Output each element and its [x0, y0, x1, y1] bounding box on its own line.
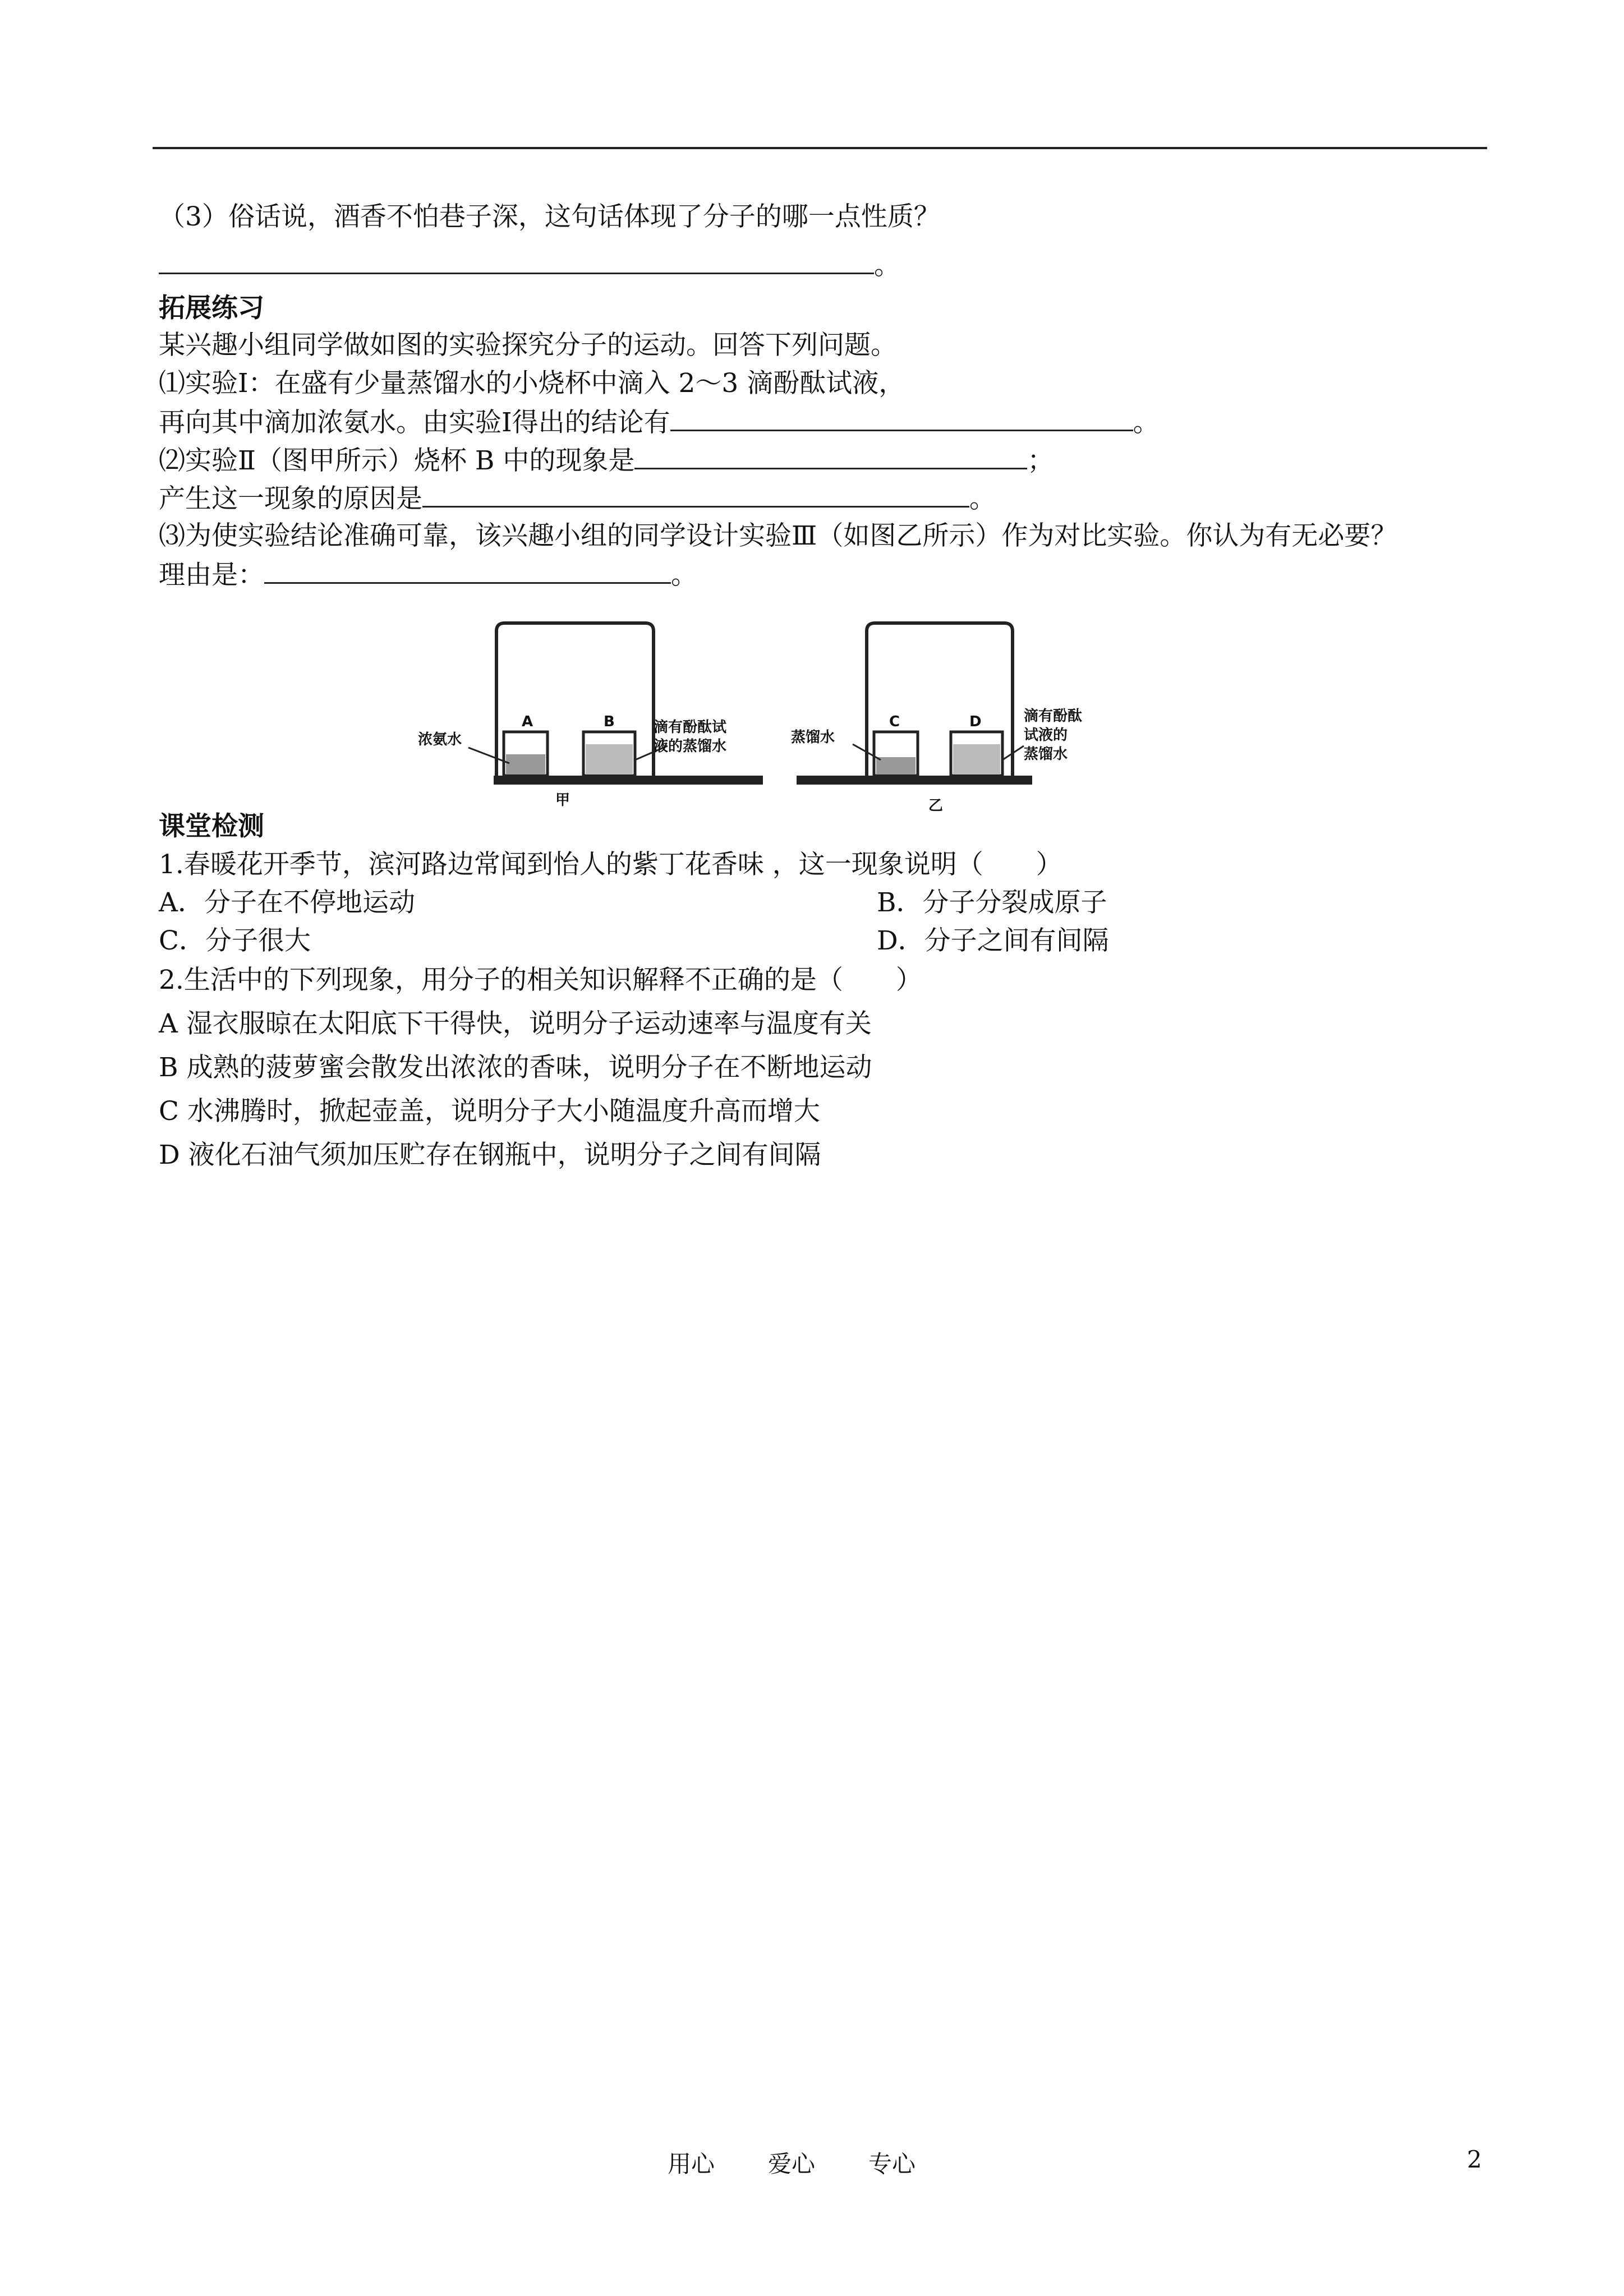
beaker-a-letter: A [522, 713, 533, 730]
beaker-c-letter: C [889, 713, 900, 730]
check-q2-option-c[interactable]: C 水沸腾时，掀起壶盖，说明分子大小随温度升高而增大 [159, 1096, 820, 1127]
beaker-c-liquid [876, 757, 915, 774]
ext-q3-prompt: 理由是： [159, 560, 264, 591]
page-number: 2 [1467, 2146, 1482, 2173]
beaker-b-letter: B [604, 713, 615, 730]
q3-question-text: （3）俗话说，酒香不怕巷子深，这句话体现了分子的哪一点性质？ [159, 201, 940, 232]
ext-q2-phenomenon-blank[interactable] [634, 443, 1027, 469]
q3-question [159, 200, 940, 234]
check-q2: 2.生活中的下列现象，用分子的相关知识解释不正确的是（ ） [159, 965, 922, 995]
figure-left-apparatus [418, 623, 763, 809]
check-q1-option-c[interactable]: C．分子很大 [159, 925, 311, 956]
experiment-figure [415, 620, 1144, 833]
check-q1-option-d[interactable]: D．分子之间有间隔 [877, 925, 1109, 956]
ext-q2-semicolon: ； [1027, 445, 1054, 476]
ext-intro: 某兴趣小组同学做如图的实验探究分子的运动。回答下列问题。 [159, 330, 897, 361]
check-q1-options-row1 [159, 886, 1107, 920]
check-q1-option-a[interactable]: A．分子在不停地运动 [159, 887, 415, 918]
ext-q2-reason-blank[interactable] [422, 481, 969, 508]
label-phenolphthalein-left-1: 滴有酚酞试 [654, 719, 727, 736]
check-q1-option-b[interactable]: B．分子分裂成原子 [877, 887, 1107, 918]
q3-answer-blank[interactable] [159, 248, 874, 274]
footer-motto-1: 用心 [668, 2150, 715, 2178]
label-concentrated-ammonia: 浓氨水 [418, 731, 462, 748]
ext-q3-line2 [159, 557, 697, 592]
figure-right-apparatus [791, 623, 1082, 814]
ext-q2-line1 [159, 443, 1053, 478]
ext-q1-line1: ⑴实验Ⅰ：在盛有少量蒸馏水的小烧杯中滴入 2～3 滴酚酞试液， [159, 368, 905, 399]
ext-q2-line2 [159, 481, 996, 516]
ext-q2-period: 。 [969, 483, 996, 514]
label-phenolphthalein-right-3: 蒸馏水 [1024, 746, 1068, 763]
header-rule [153, 147, 1487, 149]
ext-q3-period: 。 [671, 560, 697, 591]
beaker-d-liquid [953, 744, 1000, 774]
ext-q1-period: 。 [1133, 407, 1160, 438]
ext-q1-answer-blank[interactable] [670, 405, 1133, 431]
check-q1: 1.春暖花开季节，滨河路边常闻到怡人的紫丁花香味 ，这一现象说明（ ） [159, 849, 1062, 880]
label-distilled-water: 蒸馏水 [791, 729, 835, 746]
ext-q3-line1: ⑶为使实验结论准确可靠，该兴趣小组的同学设计实验Ⅲ（如图乙所示）作为对比实验。你认为有无必要？ [159, 520, 1397, 551]
caption-yi: 乙 [928, 797, 944, 814]
label-phenolphthalein-right-2: 试液的 [1024, 727, 1068, 744]
footer-motto [668, 2146, 969, 2179]
check-q2-option-b[interactable]: B 成熟的菠萝蜜会散发出浓浓的香味，说明分子在不断地运动 [159, 1052, 872, 1083]
label-phenolphthalein-left-2: 液的蒸馏水 [654, 738, 727, 755]
label-phenolphthalein-right-1: 滴有酚酞 [1024, 708, 1083, 725]
check-q2-option-a[interactable]: A 湿衣服晾在太阳底下干得快，说明分子运动速率与温度有关 [159, 1008, 872, 1039]
check-q1-options-row2 [159, 924, 1109, 958]
ext-q3-answer-blank[interactable] [264, 557, 671, 584]
beaker-d-letter: D [969, 713, 982, 730]
ext-q1-line2 [159, 405, 1160, 440]
beaker-b-liquid [586, 744, 633, 774]
q3-answer-line [159, 248, 900, 283]
caption-jia: 甲 [555, 792, 571, 809]
check-q2-option-d[interactable]: D 液化石油气须加压贮存在钢瓶中，说明分子之间有间隔 [159, 1140, 821, 1170]
beaker-a-liquid [506, 754, 545, 774]
ext-q2-prompt: ⑵实验Ⅱ（图甲所示）烧杯 B 中的现象是 [159, 445, 635, 476]
footer-motto-3: 专心 [868, 2150, 916, 2178]
footer-motto-2: 爱心 [768, 2150, 816, 2178]
section-check-title: 课堂检测 [159, 811, 264, 842]
ext-q2-reason-prompt: 产生这一现象的原因是 [159, 483, 422, 514]
q3-period: 。 [874, 250, 900, 281]
ext-q1-prompt: 再向其中滴加浓氨水。由实验Ⅰ得出的结论有 [159, 407, 670, 438]
section-extension-title: 拓展练习 [159, 293, 264, 324]
